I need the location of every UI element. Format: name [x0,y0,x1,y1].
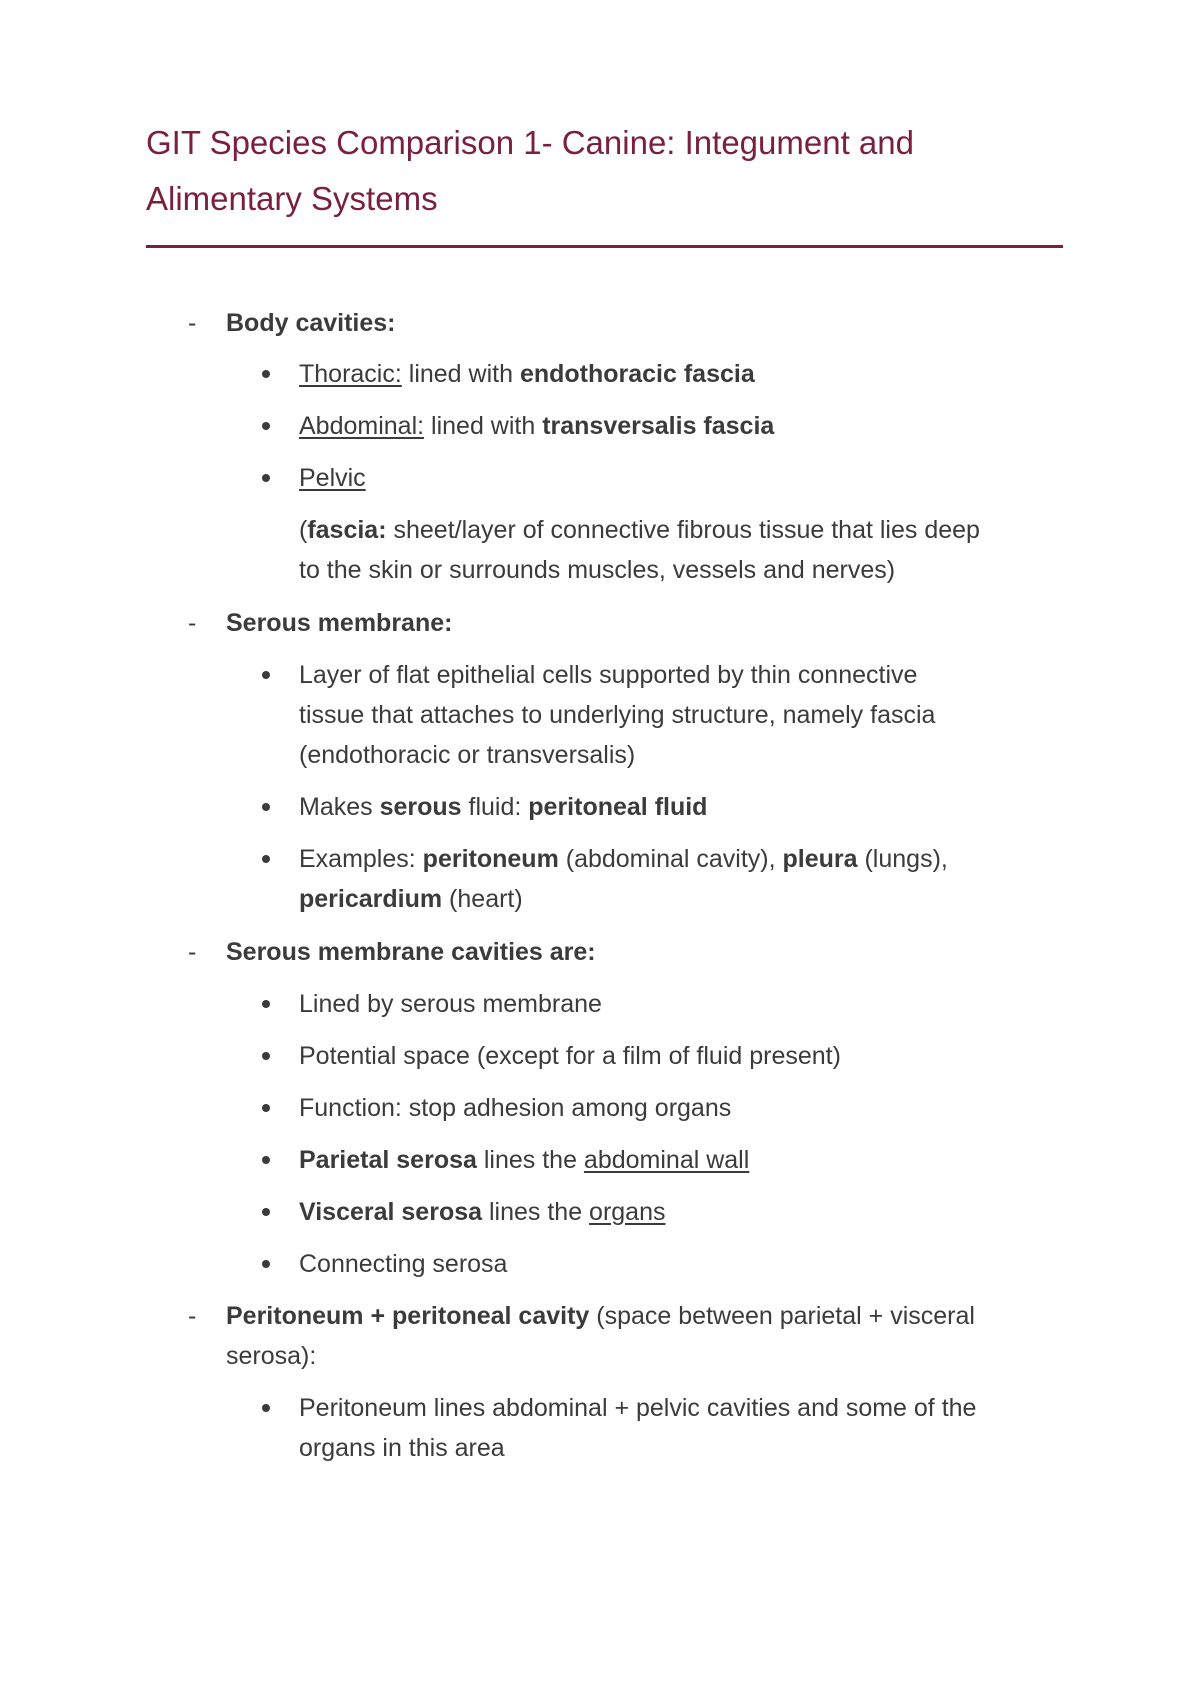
list-item-parietal-serosa: Parietal serosa lines the abdominal wall [299,1146,750,1174]
list-item-potential-space: Potential space (except for a film of fluid present) [299,1042,841,1070]
bullet-icon [262,1104,270,1112]
bullet-icon [262,422,270,430]
document-title: GIT Species Comparison 1- Canine: Integument and Alimentary Systems [146,124,914,217]
bullet-icon [262,803,270,811]
list-item-function: Function: stop adhesion among organs [299,1094,732,1122]
list-item-abdominal: Abdominal: lined with transversalis fascia [299,412,775,440]
fascia-note-line-1: (fascia: sheet/layer of connective fibrous tissue that lies deep [299,516,980,544]
section-heading-peritoneum-line-2: serosa): [226,1342,317,1370]
list-item-peritoneum-lines-1: Peritoneum lines abdominal + pelvic cavities and some of the [299,1394,977,1422]
bullet-icon [262,1156,270,1164]
list-item-layer-line-1: Layer of flat epithelial cells supported by thin connective [299,661,918,689]
list-item-lined-by-serous: Lined by serous membrane [299,990,602,1018]
section-heading-peritoneum-line-1: Peritoneum + peritoneal cavity (space between parietal + visceral [226,1302,975,1330]
section-heading-serous-cavities: Serous membrane cavities are: [226,938,596,966]
fascia-note-line-2: to the skin or surrounds muscles, vessels and nerves) [299,556,896,584]
dash-marker: - [188,609,197,637]
list-item-visceral-serosa: Visceral serosa lines the organs [299,1198,666,1226]
bullet-icon [262,474,270,482]
list-item-examples-line-2: pericardium (heart) [299,885,523,913]
bullet-icon [262,855,270,863]
dash-marker: - [188,938,197,966]
list-item-thoracic: Thoracic: lined with endothoracic fascia [299,360,755,388]
dash-marker: - [188,1302,197,1330]
bullet-icon [262,671,270,679]
list-item-layer-line-2: tissue that attaches to underlying structure, namely fascia [299,701,936,729]
bullet-icon [262,1260,270,1268]
bullet-icon [262,1000,270,1008]
dash-marker: - [188,309,197,337]
bullet-icon [262,1208,270,1216]
bullet-icon [262,1404,270,1412]
list-item-connecting-serosa: Connecting serosa [299,1250,508,1278]
title-divider [146,245,1063,248]
list-item-peritoneum-lines-2: organs in this area [299,1434,505,1462]
section-heading-serous-membrane: Serous membrane: [226,609,453,637]
list-item-examples-line-1: Examples: peritoneum (abdominal cavity), pleura (lungs), [299,845,948,873]
bullet-icon [262,370,270,378]
list-item-layer-line-3: (endothoracic or transversalis) [299,741,636,769]
list-item-makes-serous-fluid: Makes serous fluid: peritoneal fluid [299,793,708,821]
list-item-pelvic: Pelvic [299,464,366,492]
bullet-icon [262,1052,270,1060]
section-heading-body-cavities: Body cavities: [226,309,396,337]
